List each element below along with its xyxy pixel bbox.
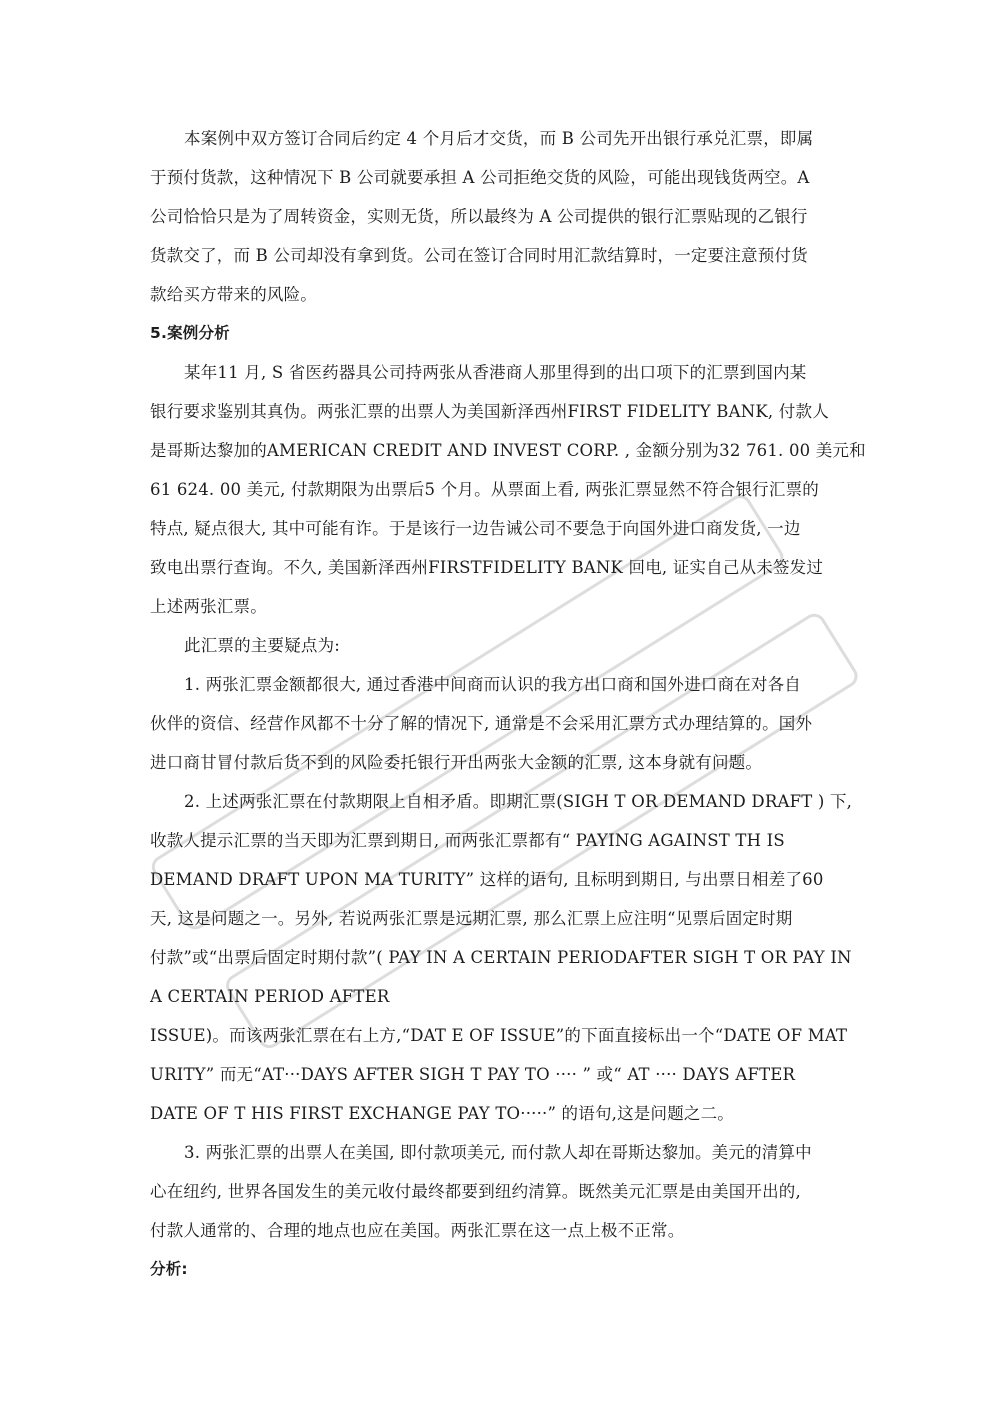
paragraph-line: 本案例中双方签订合同后约定 4 个月后才交货，而 B 公司先开出银行承兑汇票，即属 [184,129,814,148]
list-item-line: 付款人通常的、合理的地点也应在美国。两张汇票在这一点上极不正常。 [150,1221,685,1240]
list-item-line: 天, 这是问题之一。另外, 若说两张汇票是远期汇票, 那么汇票上应注明“见票后固定时期 [150,909,793,928]
list-item-line: DEMAND DRAFT UPON MA TURITY” 这样的语句, 且标明到期日, 与出票日相差了60 [150,870,824,889]
paragraph-line: 货款交了，而 B 公司却没有拿到货。公司在签订合同时用汇款结算时，一定要注意预付货 [150,246,808,265]
list-item-line: 收款人提示汇票的当天即为汇票到期日, 而两张汇票都有“ PAYING AGAINST TH IS [150,831,785,850]
paragraph-line: 61 624. 00 美元, 付款期限为出票后5 个月。从票面上看, 两张汇票显然不符合银行汇票的 [150,480,819,499]
paragraph-line: 致电出票行查询。不久, 美国新泽西州FIRSTFIDELITY BANK 回电, 证实自己从未签发过 [150,558,824,577]
list-item-line: DATE OF T HIS FIRST EXCHANGE PAY TO·····” 的语句,这是问题之二。 [150,1104,734,1123]
paragraph-line: 银行要求鉴别其真伪。两张汇票的出票人为美国新泽西州FIRST FIDELITY BANK, 付款人 [150,402,829,421]
list-item-line: 进口商甘冒付款后货不到的风险委托银行开出两张大金额的汇票, 这本身就有问题。 [150,753,763,772]
list-item-line: 2. 上述两张汇票在付款期限上自相矛盾。即期汇票(SIGH T OR DEMAND DRAFT ) 下, [184,792,853,811]
list-item-line: 心在纽约, 世界各国发生的美元收付最终都要到纽约清算。既然美元汇票是由美国开出的, [150,1182,801,1201]
paragraph-line: 款给买方带来的风险。 [150,285,317,304]
list-item-line: 伙伴的资信、经营作风都不十分了解的情况下, 通常是不会采用汇票方式办理结算的。国外 [150,714,813,733]
paragraph-line: 于预付货款，这种情况下 B 公司就要承担 A 公司拒绝交货的风险，可能出现钱货两空。A [150,168,810,187]
paragraph-line: 公司恰恰只是为了周转资金，实则无货，所以最终为 A 公司提供的银行汇票贴现的乙银行 [150,207,808,226]
list-item-line: ISSUE)。而该两张汇票在右上方,“DAT E OF ISSUE”的下面直接标出一个“DATE OF MAT [150,1026,848,1045]
section-heading: 5.案例分析 [150,324,230,342]
paragraph-line: 是哥斯达黎加的AMERICAN CREDIT AND INVEST CORP. , 金额分别为32 761. 00 美元和 [150,441,866,460]
list-item-line: URITY” 而无“AT···DAYS AFTER SIGH T PAY TO ···· ” 或“ AT ···· DAYS AFTER [150,1065,796,1084]
paragraph-line: 某年11 月, S 省医药器具公司持两张从香港商人那里得到的出口项下的汇票到国内某 [184,363,807,382]
paragraph-line: 特点, 疑点很大, 其中可能有诈。于是该行一边告诫公司不要急于向国外进口商发货, 一边 [150,519,801,538]
paragraph-line: 上述两张汇票。 [150,597,267,616]
list-item-line: 3. 两张汇票的出票人在美国, 即付款项美元, 而付款人却在哥斯达黎加。美元的清算中 [184,1143,812,1162]
list-item-line: 1. 两张汇票金额都很大, 通过香港中间商而认识的我方出口商和国外进口商在对各自 [184,675,801,694]
paragraph-line: 此汇票的主要疑点为: [184,636,341,655]
list-item-line: A CERTAIN PERIOD AFTER [150,987,390,1006]
section-heading: 分析: [150,1260,188,1278]
list-item-line: 付款”或“出票后固定时期付款”( PAY IN A CERTAIN PERIODAFTER SIGH T OR PAY IN [150,948,852,967]
